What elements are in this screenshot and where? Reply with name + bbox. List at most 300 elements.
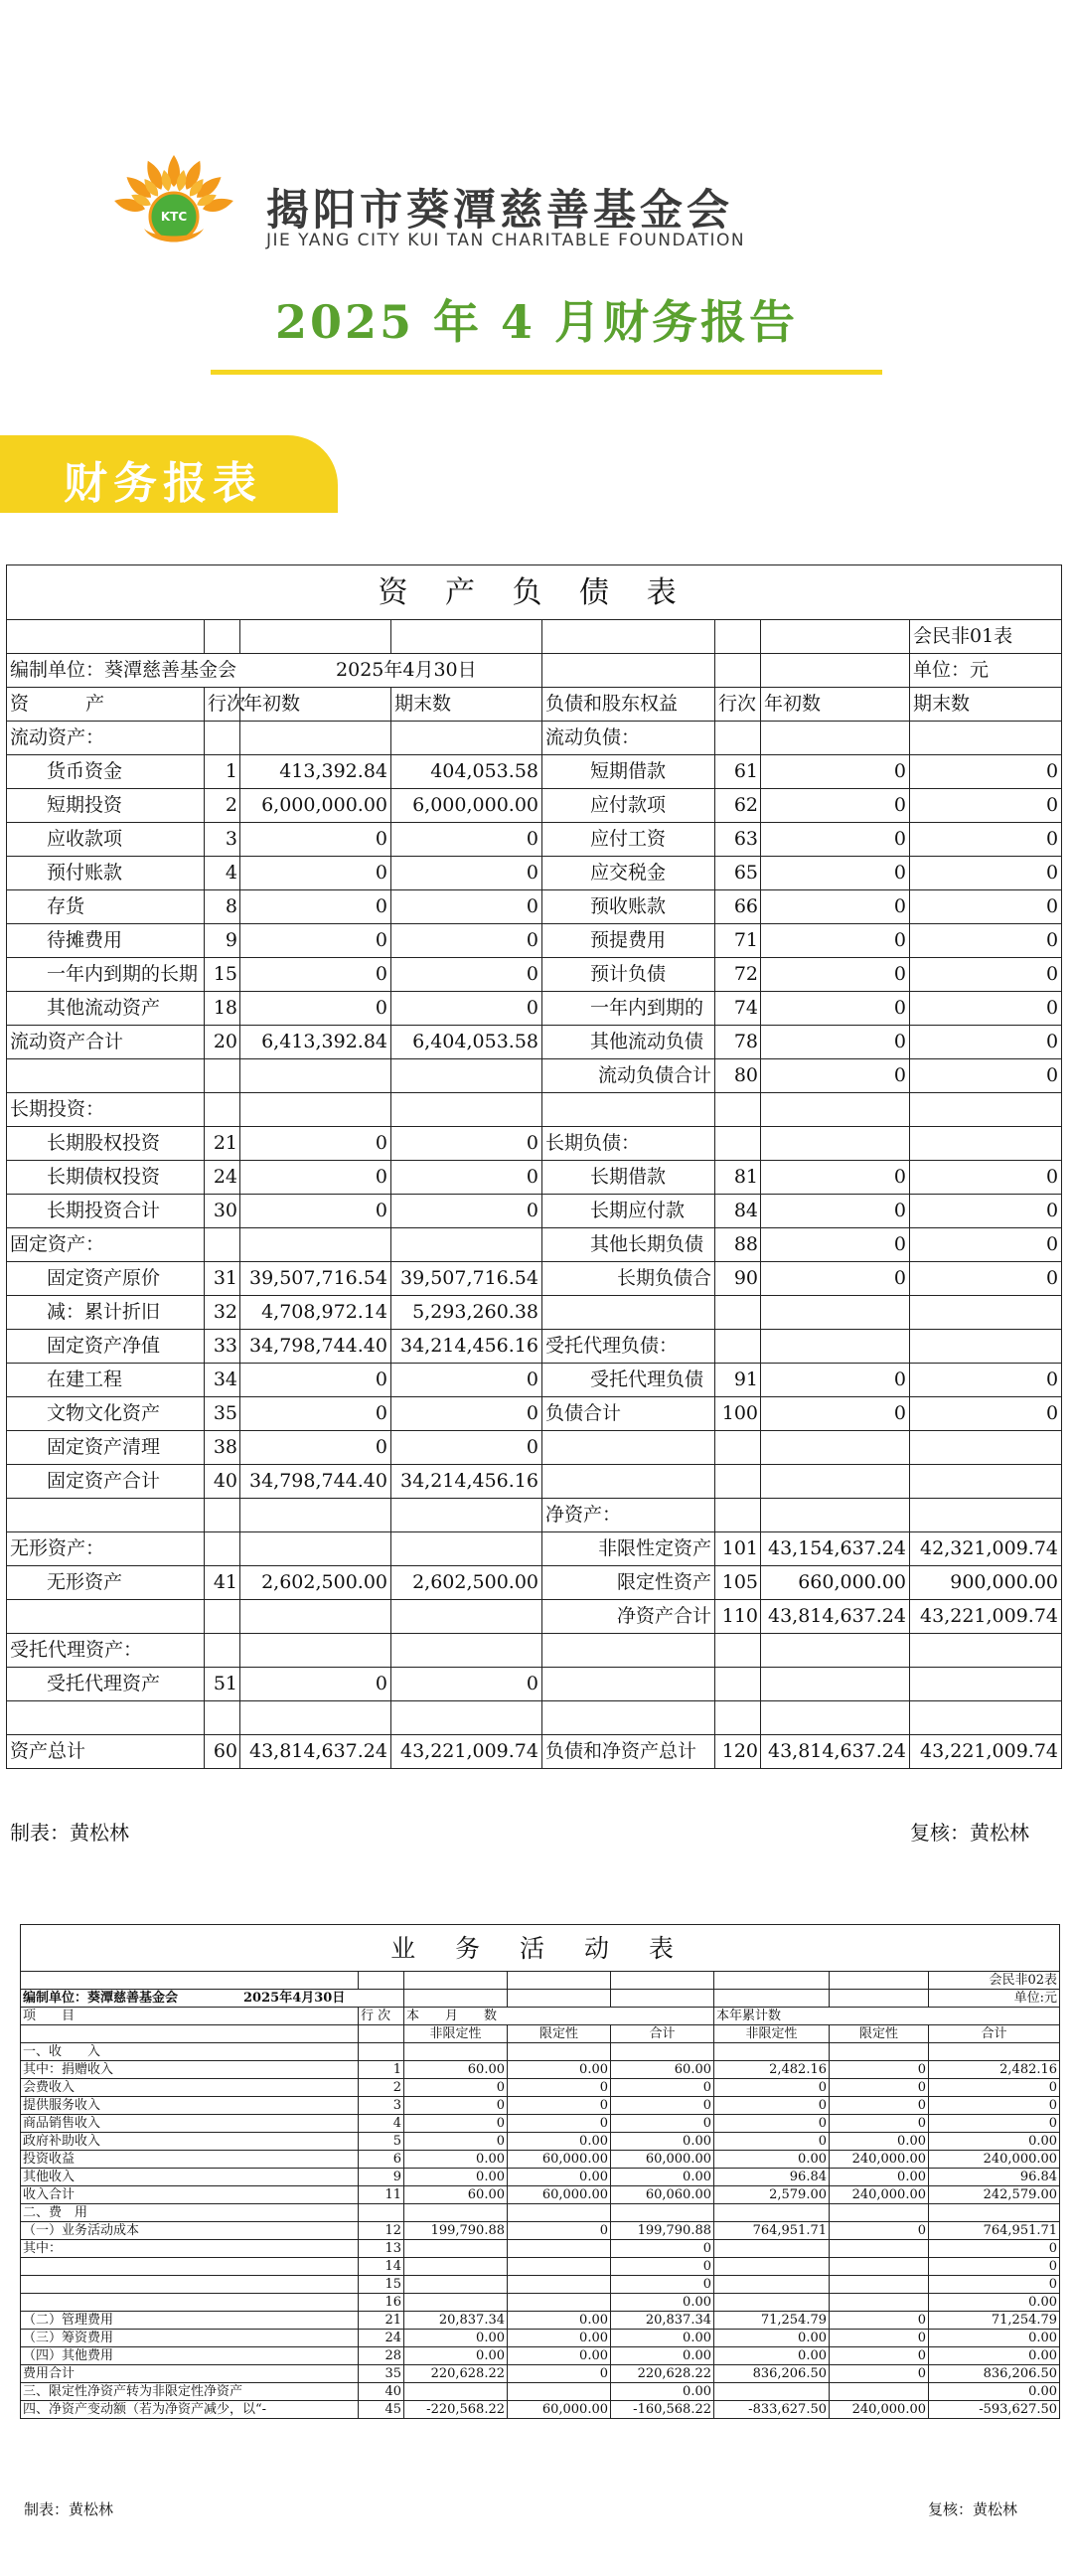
asset-name: [7, 1600, 205, 1634]
month-unrestricted-value: 0.00: [404, 2151, 508, 2169]
activity-item-name: 收入合计: [21, 2186, 359, 2204]
activity-row: [21, 2401, 1060, 2419]
balance-sheet-row: [7, 958, 1062, 992]
activity-row: [21, 2097, 1060, 2115]
balance-sheet-row: [7, 1634, 1062, 1668]
asset-end-value: 34,214,456.16: [391, 1330, 542, 1364]
balance-sheet-row: [7, 789, 1062, 823]
month-total-value: -160,568.22: [611, 2401, 714, 2419]
asset-begin-value: 413,392.84: [240, 755, 391, 789]
balance-sheet-row: [7, 1059, 1062, 1093]
asset-line-no: 51: [205, 1668, 240, 1701]
month-unrestricted-value: 0: [404, 2097, 508, 2115]
activity-item-name: [21, 2258, 359, 2276]
month-restricted-value: 0: [508, 2097, 611, 2115]
month-restricted-value: 0.00: [508, 2133, 611, 2151]
asset-name: 固定资产净值: [7, 1330, 205, 1364]
balance-sheet-row: [7, 1093, 1062, 1127]
year-restricted-value: [830, 2258, 929, 2276]
asset-begin-value: 34,798,744.40: [240, 1330, 391, 1364]
liability-name: [542, 1296, 715, 1330]
liability-end-value: [910, 1668, 1062, 1701]
liability-name: [542, 1701, 715, 1735]
balance-sheet-row: [7, 1600, 1062, 1634]
liability-line-no: 74: [715, 992, 761, 1026]
asset-name: 受托代理资产: [7, 1668, 205, 1701]
month-total-value: 0.00: [611, 2383, 714, 2401]
asset-begin-value: 43,814,637.24: [240, 1735, 391, 1769]
liability-line-no: 84: [715, 1195, 761, 1228]
month-unrestricted-value: 199,790.88: [404, 2222, 508, 2240]
asset-end-value: [391, 1634, 542, 1668]
liability-begin-value: [761, 1330, 910, 1364]
balance-sheet-row: [7, 1431, 1062, 1465]
asset-begin-value: [240, 1093, 391, 1127]
asset-name: 受托代理资产：: [7, 1634, 205, 1668]
activity-line-no: 6: [359, 2151, 404, 2169]
month-total-value: 0: [611, 2115, 714, 2133]
activity-line-no: 12: [359, 2222, 404, 2240]
month-total-value: [611, 2204, 714, 2222]
activity-unit: 编制单位：葵潭慈善基金会: [23, 1991, 179, 2006]
liability-name: 一年内到期的: [542, 992, 715, 1026]
activity-header-month: 本 月 数: [404, 2008, 714, 2025]
activity-line-no: 5: [359, 2133, 404, 2151]
liability-begin-value: [761, 1465, 910, 1499]
asset-end-value: 0: [391, 1397, 542, 1431]
liability-name: 受托代理负债: [542, 1364, 715, 1397]
liability-name: [542, 1634, 715, 1668]
activity-line-no: 16: [359, 2294, 404, 2312]
asset-name: 固定资产合计: [7, 1465, 205, 1499]
liability-line-no: 110: [715, 1600, 761, 1634]
asset-line-no: 34: [205, 1364, 240, 1397]
asset-name: 流动资产：: [7, 722, 205, 755]
asset-name: 长期债权投资: [7, 1161, 205, 1195]
asset-end-value: 6,000,000.00: [391, 789, 542, 823]
liability-begin-value: 0: [761, 857, 910, 890]
month-total-value: 0.00: [611, 2133, 714, 2151]
month-restricted-value: 60,000.00: [508, 2401, 611, 2419]
liability-end-value: 0: [910, 1262, 1062, 1296]
liability-begin-value: [761, 1499, 910, 1532]
activity-row: [21, 2240, 1060, 2258]
month-restricted-value: [508, 2258, 611, 2276]
asset-end-value: [391, 1701, 542, 1735]
header-cell: 年初数: [240, 688, 391, 722]
liability-begin-value: 0: [761, 890, 910, 924]
asset-begin-value: 0: [240, 1127, 391, 1161]
month-total-value: 0.00: [611, 2330, 714, 2347]
asset-end-value: 0: [391, 1431, 542, 1465]
month-unrestricted-value: 0: [404, 2133, 508, 2151]
liability-name: 非限性定资产: [542, 1532, 715, 1566]
title-underline: [211, 370, 882, 375]
liability-name: 净资产：: [542, 1499, 715, 1532]
foundation-logo-icon: [99, 147, 248, 256]
liability-begin-value: 0: [761, 1397, 910, 1431]
activity-row: [21, 2151, 1060, 2169]
liability-line-no: 66: [715, 890, 761, 924]
activity-header-restricted: 限定性: [508, 2025, 611, 2043]
liability-line-no: 65: [715, 857, 761, 890]
header-cell: 负债和股东权益: [542, 688, 715, 722]
asset-line-no: [205, 1600, 240, 1634]
asset-name: 固定资产清理: [7, 1431, 205, 1465]
liability-end-value: [910, 1093, 1062, 1127]
year-restricted-value: 0: [830, 2365, 929, 2383]
year-restricted-value: 240,000.00: [830, 2151, 929, 2169]
activity-header-total: 合计: [611, 2025, 714, 2043]
liability-name: 预计负债: [542, 958, 715, 992]
balance-sheet-row: [7, 823, 1062, 857]
liability-end-value: 0: [910, 1228, 1062, 1262]
activity-row: [21, 2365, 1060, 2383]
liability-end-value: 0: [910, 1364, 1062, 1397]
activity-item-name: 政府补助收入: [21, 2133, 359, 2151]
liability-begin-value: [761, 1127, 910, 1161]
asset-name: 预付账款: [7, 857, 205, 890]
activity-row: [21, 2061, 1060, 2079]
activity-row: [21, 2115, 1060, 2133]
asset-begin-value: 0: [240, 1195, 391, 1228]
liability-begin-value: 43,814,637.24: [761, 1735, 910, 1769]
activity-line-no: 35: [359, 2365, 404, 2383]
year-unrestricted-value: -833,627.50: [714, 2401, 830, 2419]
asset-begin-value: 0: [240, 1364, 391, 1397]
asset-end-value: 5,293,260.38: [391, 1296, 542, 1330]
asset-end-value: [391, 1600, 542, 1634]
liability-name: 应交税金: [542, 857, 715, 890]
asset-name: [7, 1701, 205, 1735]
year-total-value: 836,206.50: [929, 2365, 1060, 2383]
asset-line-no: [205, 1059, 240, 1093]
year-total-value: 0.00: [929, 2294, 1060, 2312]
asset-name: 存货: [7, 890, 205, 924]
balance-sheet-header-row: [7, 688, 1062, 722]
activity-reviewer: 复核：黄松林: [928, 2500, 1018, 2518]
activity-item-name: （二）管理费用: [21, 2312, 359, 2330]
month-restricted-value: [508, 2383, 611, 2401]
liability-begin-value: [761, 1634, 910, 1668]
activity-item-name: 其中：: [21, 2240, 359, 2258]
liability-end-value: 0: [910, 924, 1062, 958]
month-restricted-value: 0: [508, 2115, 611, 2133]
liability-line-no: 91: [715, 1364, 761, 1397]
activity-statement-title: 业 务 活 动 表: [21, 1925, 1060, 1972]
month-restricted-value: 0.00: [508, 2169, 611, 2186]
asset-end-value: 0: [391, 1668, 542, 1701]
activity-header-unrestricted: 非限定性: [404, 2025, 508, 2043]
year-total-value: 2,482.16: [929, 2061, 1060, 2079]
year-unrestricted-value: [714, 2276, 830, 2294]
liability-end-value: [910, 1499, 1062, 1532]
balance-sheet-currency: 单位：元: [910, 654, 1062, 688]
asset-name: 长期投资：: [7, 1093, 205, 1127]
balance-sheet-row: [7, 924, 1062, 958]
balance-sheet-row: [7, 1735, 1062, 1769]
balance-sheet-row: [7, 890, 1062, 924]
balance-sheet-table: [6, 564, 1062, 1769]
year-total-value: -593,627.50: [929, 2401, 1060, 2419]
activity-row: [21, 2383, 1060, 2401]
month-unrestricted-value: 0: [404, 2115, 508, 2133]
asset-begin-value: 6,000,000.00: [240, 789, 391, 823]
month-unrestricted-value: 60.00: [404, 2061, 508, 2079]
asset-name: [7, 1499, 205, 1532]
asset-end-value: 0: [391, 958, 542, 992]
month-unrestricted-value: 60.00: [404, 2186, 508, 2204]
liability-begin-value: [761, 1431, 910, 1465]
activity-date: 2025年4月30日: [243, 1991, 346, 2006]
year-total-value: 0: [929, 2258, 1060, 2276]
activity-row: [21, 2079, 1060, 2097]
liability-begin-value: 0: [761, 1026, 910, 1059]
activity-header-year: 本年累计数: [714, 2008, 1060, 2025]
asset-name: 无形资产：: [7, 1532, 205, 1566]
month-restricted-value: 0.00: [508, 2347, 611, 2365]
liability-name: 流动负债：: [542, 722, 715, 755]
liability-name: 应付款项: [542, 789, 715, 823]
logo-text: KTC: [160, 210, 188, 224]
liability-end-value: 43,221,009.74: [910, 1735, 1062, 1769]
liability-end-value: [910, 1465, 1062, 1499]
activity-currency: 单位:元: [929, 1990, 1060, 2008]
asset-end-value: 0: [391, 1364, 542, 1397]
liability-name: 流动负债合计: [542, 1059, 715, 1093]
asset-line-no: 2: [205, 789, 240, 823]
activity-item-name: 三、限定性净资产转为非限定性净资产: [21, 2383, 359, 2401]
month-total-value: 0.00: [611, 2169, 714, 2186]
asset-begin-value: [240, 722, 391, 755]
year-unrestricted-value: 0.00: [714, 2151, 830, 2169]
month-total-value: 0: [611, 2079, 714, 2097]
activity-row: [21, 2312, 1060, 2330]
balance-sheet-row: [7, 1127, 1062, 1161]
activity-header-total: 合计: [929, 2025, 1060, 2043]
month-total-value: 0: [611, 2240, 714, 2258]
asset-name: 货币资金: [7, 755, 205, 789]
liability-end-value: 0: [910, 823, 1062, 857]
balance-sheet-unit-date: [7, 654, 542, 688]
activity-maker: 制表：黄松林: [24, 2500, 114, 2518]
activity-unit-date: [21, 1990, 404, 2008]
year-unrestricted-value: 2,579.00: [714, 2186, 830, 2204]
asset-name: 短期投资: [7, 789, 205, 823]
liability-name: 长期应付款: [542, 1195, 715, 1228]
asset-line-no: 15: [205, 958, 240, 992]
liability-end-value: 0: [910, 857, 1062, 890]
balance-sheet-row: [7, 1330, 1062, 1364]
year-restricted-value: 240,000.00: [830, 2186, 929, 2204]
month-restricted-value: 0.00: [508, 2330, 611, 2347]
month-total-value: 60,000.00: [611, 2151, 714, 2169]
asset-end-value: 404,053.58: [391, 755, 542, 789]
year-restricted-value: 0: [830, 2222, 929, 2240]
asset-begin-value: [240, 1228, 391, 1262]
liability-end-value: 0: [910, 958, 1062, 992]
year-total-value: 0.00: [929, 2133, 1060, 2151]
balance-sheet-row: [7, 1296, 1062, 1330]
activity-line-no: 21: [359, 2312, 404, 2330]
month-restricted-value: [508, 2204, 611, 2222]
balance-sheet-maker: 制表：黄松林: [10, 1821, 129, 1845]
asset-line-no: 31: [205, 1262, 240, 1296]
liability-begin-value: 43,154,637.24: [761, 1532, 910, 1566]
liability-line-no: [715, 1634, 761, 1668]
asset-line-no: 40: [205, 1465, 240, 1499]
activity-row: [21, 2330, 1060, 2347]
asset-end-value: 0: [391, 823, 542, 857]
asset-line-no: 21: [205, 1127, 240, 1161]
liability-name: 预提费用: [542, 924, 715, 958]
month-total-value: 199,790.88: [611, 2222, 714, 2240]
liability-begin-value: [761, 722, 910, 755]
liability-begin-value: 0: [761, 789, 910, 823]
asset-line-no: 35: [205, 1397, 240, 1431]
asset-name: 文物文化资产: [7, 1397, 205, 1431]
liability-begin-value: 0: [761, 958, 910, 992]
year-unrestricted-value: 0: [714, 2079, 830, 2097]
asset-line-no: [205, 1093, 240, 1127]
year-unrestricted-value: [714, 2258, 830, 2276]
activity-item-name: 商品销售收入: [21, 2115, 359, 2133]
balance-sheet-unit: 编制单位：葵潭慈善基金会: [10, 659, 237, 681]
year-unrestricted-value: 71,254.79: [714, 2312, 830, 2330]
activity-statement-table: [20, 1924, 1060, 2419]
liability-end-value: 0: [910, 992, 1062, 1026]
year-restricted-value: 0: [830, 2347, 929, 2365]
asset-begin-value: 6,413,392.84: [240, 1026, 391, 1059]
year-unrestricted-value: [714, 2204, 830, 2222]
activity-header-unrestricted: 非限定性: [714, 2025, 830, 2043]
asset-line-no: 20: [205, 1026, 240, 1059]
month-total-value: 0: [611, 2097, 714, 2115]
asset-end-value: 0: [391, 1161, 542, 1195]
year-restricted-value: 0: [830, 2097, 929, 2115]
month-restricted-value: 0: [508, 2079, 611, 2097]
asset-name: 在建工程: [7, 1364, 205, 1397]
liability-end-value: [910, 1127, 1062, 1161]
asset-end-value: [391, 1093, 542, 1127]
activity-header-line: 行 次: [359, 2008, 404, 2025]
year-unrestricted-value: [714, 2383, 830, 2401]
asset-line-no: 33: [205, 1330, 240, 1364]
activity-row: [21, 2043, 1060, 2061]
liability-name: [542, 1668, 715, 1701]
liability-begin-value: 660,000.00: [761, 1566, 910, 1600]
asset-begin-value: 0: [240, 958, 391, 992]
liability-name: 限定性资产: [542, 1566, 715, 1600]
liability-begin-value: [761, 1701, 910, 1735]
balance-sheet-row: [7, 992, 1062, 1026]
activity-item-name: （一）业务活动成本: [21, 2222, 359, 2240]
asset-begin-value: 0: [240, 1397, 391, 1431]
asset-begin-value: 0: [240, 1161, 391, 1195]
month-total-value: 20,837.34: [611, 2312, 714, 2330]
liability-begin-value: 0: [761, 1262, 910, 1296]
asset-begin-value: 34,798,744.40: [240, 1465, 391, 1499]
month-total-value: 60,060.00: [611, 2186, 714, 2204]
asset-begin-value: [240, 1701, 391, 1735]
liability-line-no: [715, 1093, 761, 1127]
liability-name: 其他长期负债: [542, 1228, 715, 1262]
month-restricted-value: 0: [508, 2222, 611, 2240]
liability-end-value: 900,000.00: [910, 1566, 1062, 1600]
activity-row: [21, 2204, 1060, 2222]
activity-line-no: 14: [359, 2258, 404, 2276]
asset-name: 资产总计: [7, 1735, 205, 1769]
balance-sheet-row: [7, 1262, 1062, 1296]
year-restricted-value: 0: [830, 2330, 929, 2347]
activity-item-name: （三）筹资费用: [21, 2330, 359, 2347]
activity-row: [21, 2294, 1060, 2312]
asset-name: 应收款项: [7, 823, 205, 857]
liability-line-no: 105: [715, 1566, 761, 1600]
balance-sheet-row: [7, 722, 1062, 755]
activity-line-no: 24: [359, 2330, 404, 2347]
liability-line-no: 71: [715, 924, 761, 958]
year-unrestricted-value: 0: [714, 2097, 830, 2115]
balance-sheet-form-no: 会民非01表: [910, 620, 1062, 654]
month-unrestricted-value: 0.00: [404, 2169, 508, 2186]
year-unrestricted-value: 0: [714, 2133, 830, 2151]
liability-end-value: 0: [910, 789, 1062, 823]
liability-end-value: [910, 1330, 1062, 1364]
month-total-value: 0: [611, 2276, 714, 2294]
asset-name: 待摊费用: [7, 924, 205, 958]
liability-name: 净资产合计: [542, 1600, 715, 1634]
balance-sheet-row: [7, 1465, 1062, 1499]
asset-begin-value: 0: [240, 857, 391, 890]
activity-item-name: 其他收入: [21, 2169, 359, 2186]
asset-line-no: 9: [205, 924, 240, 958]
month-restricted-value: 60,000.00: [508, 2186, 611, 2204]
year-total-value: [929, 2204, 1060, 2222]
activity-row: [21, 2186, 1060, 2204]
year-total-value: 0: [929, 2115, 1060, 2133]
liability-line-no: [715, 1465, 761, 1499]
balance-sheet-row: [7, 857, 1062, 890]
liability-line-no: 100: [715, 1397, 761, 1431]
asset-end-value: [391, 1059, 542, 1093]
activity-item-name: 四、净资产变动额（若为净资产减少，以“-: [21, 2401, 359, 2419]
liability-begin-value: 0: [761, 1161, 910, 1195]
asset-begin-value: 2,602,500.00: [240, 1566, 391, 1600]
liability-name: [542, 1093, 715, 1127]
asset-end-value: 0: [391, 992, 542, 1026]
asset-begin-value: 0: [240, 1431, 391, 1465]
activity-item-name: 一、收 入: [21, 2043, 359, 2061]
asset-name: 其他流动资产: [7, 992, 205, 1026]
year-total-value: 764,951.71: [929, 2222, 1060, 2240]
asset-line-no: 24: [205, 1161, 240, 1195]
asset-name: 一年内到期的长期: [7, 958, 205, 992]
year-total-value: 0: [929, 2079, 1060, 2097]
asset-begin-value: 0: [240, 1668, 391, 1701]
asset-begin-value: 39,507,716.54: [240, 1262, 391, 1296]
asset-end-value: [391, 1532, 542, 1566]
liability-end-value: 0: [910, 1397, 1062, 1431]
activity-line-no: 11: [359, 2186, 404, 2204]
month-unrestricted-value: 0.00: [404, 2347, 508, 2365]
month-total-value: 220,628.22: [611, 2365, 714, 2383]
year-restricted-value: [830, 2276, 929, 2294]
asset-begin-value: [240, 1059, 391, 1093]
year-total-value: 0.00: [929, 2330, 1060, 2347]
activity-row: [21, 2133, 1060, 2151]
activity-form-no: 会民非02表: [929, 1972, 1060, 1990]
